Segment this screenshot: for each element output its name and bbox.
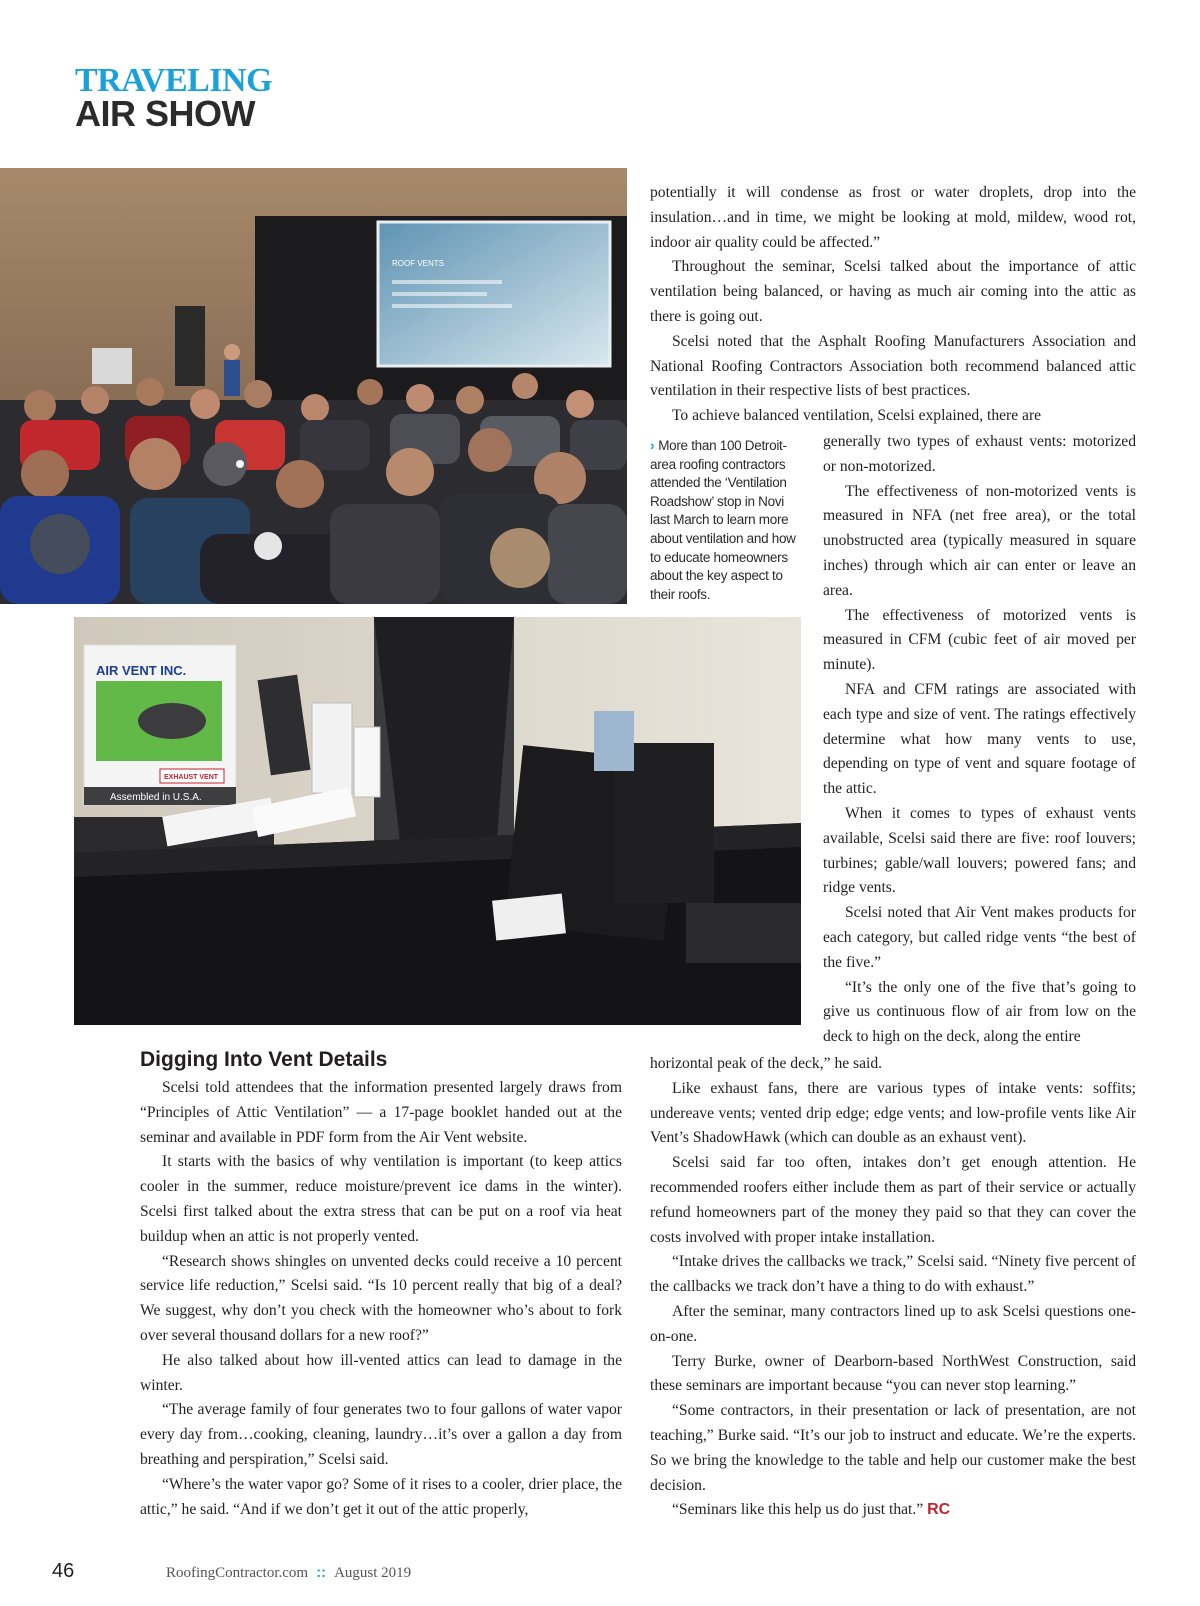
sign-brand: AIR VENT INC. <box>96 663 187 678</box>
body-paragraph: Scelsi noted that the Asphalt Roofing Manufacturers Association and National Roofing Contractors Association both recommend balanced attic ventilation in their respective lists of best practices. <box>650 332 1136 400</box>
right-body-column-narrow <box>823 430 1136 1050</box>
body-paragraph: generally two types of exhaust vents: motorized or non-motorized. <box>823 433 1136 475</box>
body-paragraph: The effectiveness of non-motorized vents is measured in NFA (net free area), or the total unobstructed area (typically measured in square inches) through which air can enter or leave an area. <box>823 482 1136 599</box>
body-paragraph: Throughout the seminar, Scelsi talked about the importance of attic ventilation being balanced, or having as much air coming into the attic as there is going out. <box>650 258 1136 325</box>
body-paragraph: “Where’s the water vapor go? Some of it rises to a cooler, drier place, the attic,” he said. “And if we don’t get it out of the attic properly, <box>140 1475 622 1518</box>
photo-caption <box>650 437 802 604</box>
right-body-column-top <box>650 181 1136 429</box>
screen-title: ROOF VENTS <box>392 259 445 268</box>
chevron-right-icon: › <box>650 438 655 453</box>
body-paragraph: “Intake drives the callbacks we track,” Scelsi said. “Ninety five percent of the callbacks we track don’t have a thing to do with exhaust.” <box>650 1253 1136 1296</box>
kicker-line-1: TRAVELING <box>75 62 273 99</box>
sign-panel: EXHAUST VENT <box>164 774 219 781</box>
body-paragraph: After the seminar, many contractors lined up to ask Scelsi questions one-on-one. <box>650 1302 1136 1345</box>
end-mark-rc: RC <box>927 1501 951 1519</box>
body-paragraph: Scelsi said far too often, intakes don’t get enough attention. He recommended roofers either include them as part of their service or actually refund homeowners part of the money they paid so that they can cover the costs involved with proper intake installation. <box>650 1154 1136 1246</box>
body-paragraph: “Research shows shingles on unvented decks could receive a 10 percent service life reduction,” Scelsi said. “Is 10 percent really that big of a deal? We suggest, why don’t you check with the homeowner who’s about to fork over several thousand dollars for a new roof?” <box>140 1252 622 1344</box>
footer-site: RoofingContractor.com <box>166 1565 309 1581</box>
page-number: 46 <box>52 1560 75 1582</box>
right-body-column-bottom <box>650 1052 1136 1523</box>
footer-issue: August 2019 <box>334 1565 412 1581</box>
body-paragraph: The effectiveness of motorized vents is measured in CFM (cubic feet of air moved per minute). <box>823 606 1136 674</box>
air-vent-display-photo <box>74 617 801 1025</box>
footer-separator: :: <box>316 1564 327 1581</box>
body-paragraph: Scelsi noted that Air Vent makes products for each category, but called ridge vents “the best of the five.” <box>823 904 1136 971</box>
kicker-line-2: AIR SHOW <box>75 93 255 134</box>
body-paragraph: “Some contractors, in their presentation or lack of presentation, are not teaching,” Burke said. “It’s our job to instruct and educate. We’re the experts. So we bring the knowledge to the table and help our customer make the best decision. <box>650 1402 1136 1494</box>
body-paragraph: “The average family of four generates two to four gallons of water vapor every day from…cooking, cleaning, laundry…it’s over a gallon a day from breathing and perspiration,” Scelsi said. <box>140 1401 622 1468</box>
body-paragraph: Scelsi told attendees that the information presented largely draws from “Principles of Attic Ventilation” — a 17-page booklet handed out at the seminar and available in PDF form from the Air Vent website. <box>140 1079 622 1146</box>
left-body-column <box>140 1076 622 1522</box>
caption-text: More than 100 Detroit-area roofing contractors attended the ‘Ventilation Roadshow’ stop in Novi last March to learn more about ventilation and how to educate homeowners about the key aspect to their roofs. <box>650 438 796 602</box>
body-paragraph: It starts with the basics of why ventilation is important (to keep attics cooler in the summer, reduce moisture/prevent ice dams in the winter). Scelsi first talked about the extra stress that can be put on a roof via heat buildup when an attic is not properly vented. <box>140 1153 622 1245</box>
body-paragraph: Terry Burke, owner of Dearborn-based NorthWest Construction, said these seminars are important because “you can never stop learning.” <box>650 1352 1136 1395</box>
body-paragraph: “It’s the only one of the five that’s going to give us continuous flow of air from low on the deck to high on the deck, along the entire <box>823 978 1136 1046</box>
body-paragraph: horizontal peak of the deck,” he said. <box>650 1055 883 1072</box>
sign-footer: Assembled in U.S.A. <box>110 792 202 803</box>
body-paragraph: When it comes to types of exhaust vents available, Scelsi said there are five: roof louvers; turbines; gable/wall louvers; powered fans; and ridge vents. <box>823 804 1136 897</box>
closing-paragraph <box>650 1498 1136 1523</box>
body-paragraph: potentially it will condense as frost or water droplets, drop into the insulation…and in time, we might be looking at mold, mildew, wood rot, indoor air quality could be affected.” <box>650 184 1136 251</box>
closing-text: “Seminars like this help us do just that.” <box>672 1501 924 1519</box>
page-footer <box>166 1564 411 1582</box>
body-paragraph: He also talked about how ill-vented attics can lead to damage in the winter. <box>140 1351 622 1394</box>
body-paragraph: To achieve balanced ventilation, Scelsi explained, there are <box>672 407 1042 425</box>
body-paragraph: Like exhaust fans, there are various types of intake vents: soffits; undereave vents; vented drip edge; edge vents; and low-profile vents like Air Vent’s ShadowHawk (which can double as an exhaust vent). <box>650 1079 1136 1147</box>
section-subhead: Digging Into Vent Details <box>140 1048 388 1071</box>
section-kicker <box>75 62 273 134</box>
seminar-audience-photo <box>0 168 627 604</box>
body-paragraph: NFA and CFM ratings are associated with each type and size of vent. The ratings effectively determine what how many vents to use, depending on type of vent and square footage of the attic. <box>823 680 1136 798</box>
